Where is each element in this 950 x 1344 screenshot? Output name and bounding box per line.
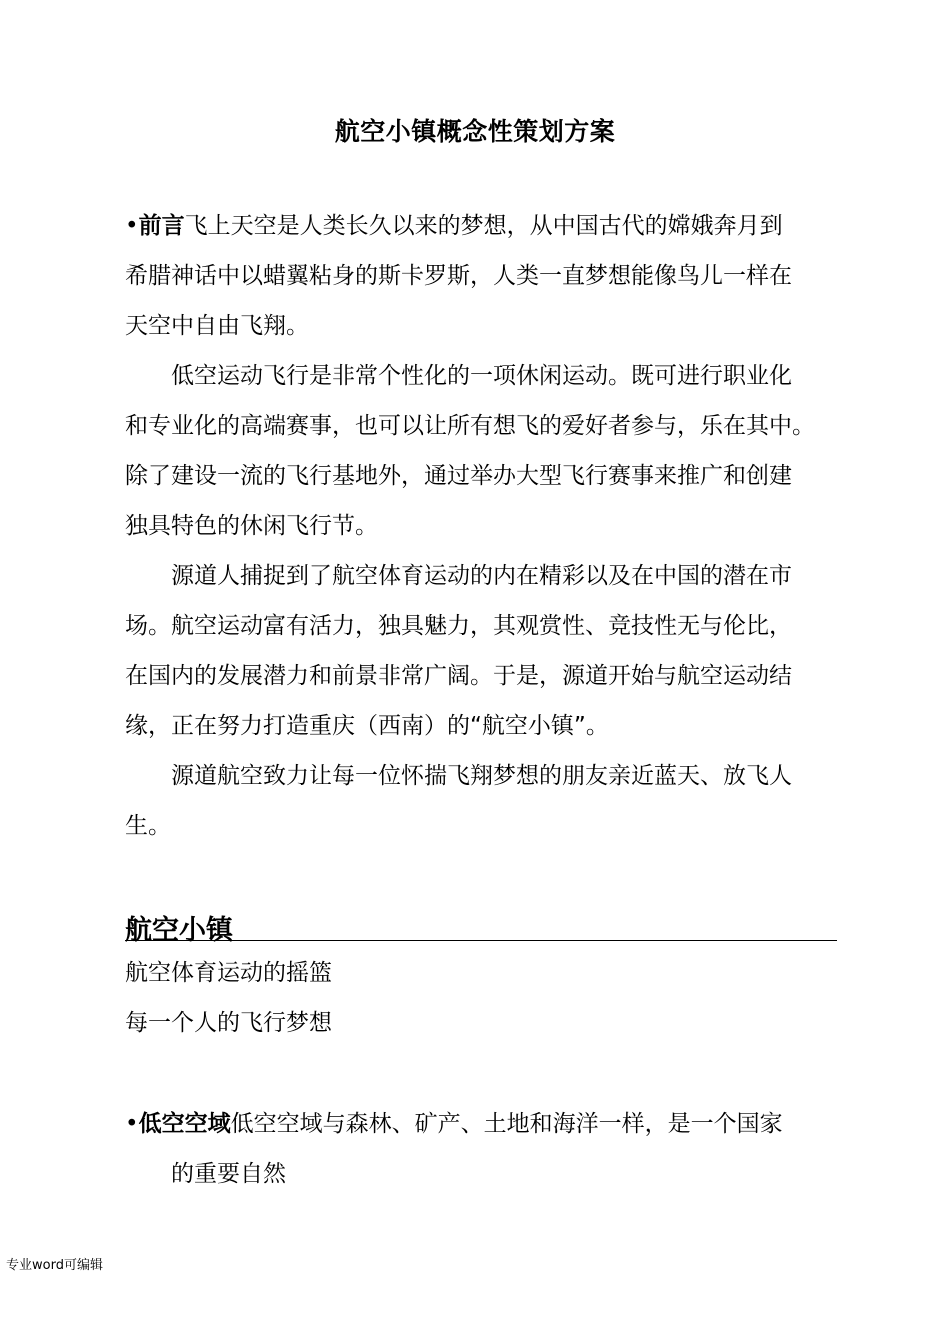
document-title: 航空小镇概念性策划方案 [334,117,616,146]
para3-line-3: 在国内的发展潜力和前景非常广阔。于是，源道开始与航空运动结 [125,663,792,689]
intro-line-3: 天空中自由飞翔。 [125,313,309,339]
para2-line-3: 除了建设一流的飞行基地外，通过举办大型飞行赛事来推广和创建 [125,463,792,489]
bullet: • [125,1111,139,1137]
para4-line-1: 源道航空致力让每一位怀揣飞翔梦想的朋友亲近蓝天、放飞人 [171,763,792,789]
section-heading: 航空小镇 [125,915,233,946]
intro-line-1 [125,211,783,241]
para2-line-2: 和专业化的高端赛事，也可以让所有想飞的爱好者参与，乐在其中。 [125,413,815,439]
section-heading-rule [125,940,837,941]
lowspace-line-1 [125,1109,783,1139]
para2-line-1: 低空运动飞行是非常个性化的一项休闲运动。既可进行职业化 [171,363,792,389]
para3-line-2: 场。航空运动富有活力，独具魅力，其观赏性、竞技性无与伦比， [125,613,792,639]
bullet: • [125,213,139,239]
intro-text: 飞上天空是人类长久以来的梦想，从中国古代的嫦娥奔月到 [184,213,783,239]
section-line-1: 航空体育运动的摇篮 [125,960,332,986]
section-line-2: 每一个人的飞行梦想 [125,1010,332,1036]
intro-line-2: 希腊神话中以蜡翼粘身的斯卡罗斯，人类一直梦想能像鸟儿一样在 [125,263,792,289]
lowspace-line-2: 的重要自然 [171,1161,286,1187]
para3-line-1: 源道人捕捉到了航空体育运动的内在精彩以及在中国的潜在市 [171,563,792,589]
para4-line-2: 生。 [125,813,171,839]
lowspace-text: 低空空域与森林、矿产、土地和海洋一样，是一个国家 [230,1111,783,1137]
intro-label: 前言 [138,213,185,239]
footer-note: 专业word可编辑 [6,1258,103,1273]
para2-line-4: 独具特色的休闲飞行节。 [125,513,378,539]
lowspace-label: 低空空域 [138,1111,231,1137]
para3-line-4: 缘，正在努力打造重庆（西南）的“航空小镇”。 [125,713,609,739]
